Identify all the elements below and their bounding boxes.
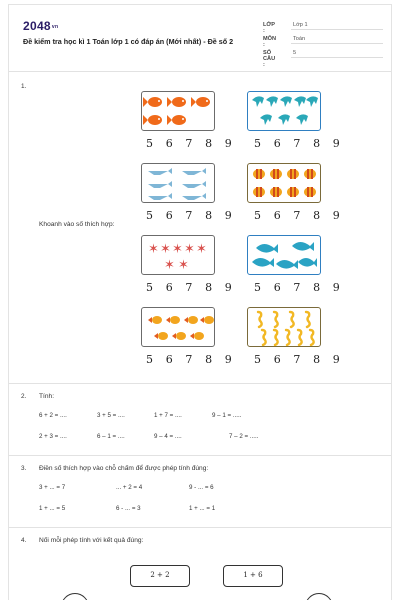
q3-divider <box>9 527 391 528</box>
count-value: 5 <box>291 50 383 58</box>
seahorse-icon-group <box>248 308 321 347</box>
worksheet-page <box>8 4 392 600</box>
svg-text:✶: ✶ <box>196 242 207 257</box>
svg-text:✶: ✶ <box>164 258 175 273</box>
picture-box-striped-fish <box>247 163 321 203</box>
q3-expr: 6 - ... = 3 <box>116 505 141 512</box>
digit-choices-1[interactable]: 5 6 7 8 9 <box>146 137 237 150</box>
expression-box-1[interactable]: 2 + 2 <box>130 565 190 587</box>
picture-box-whale <box>247 235 321 275</box>
svg-text:✶: ✶ <box>184 242 195 257</box>
count-label: SỐ CÂU : <box>263 50 276 68</box>
q2-expr: 9 – 4 = .... <box>154 433 182 440</box>
digit-choices-2[interactable]: 5 6 7 8 9 <box>254 137 345 150</box>
picture-box-fish <box>141 91 215 131</box>
q3-expr: 3 + ... = 7 <box>39 484 66 491</box>
q4-number: 4. <box>21 537 27 544</box>
expression-box-2[interactable]: 1 + 6 <box>223 565 283 587</box>
fish-school-icon-group <box>142 308 215 347</box>
q2-expr: 6 – 1 = .... <box>97 433 125 440</box>
digit-choices-3[interactable]: 5 6 7 8 9 <box>146 209 237 222</box>
picture-box-shark <box>141 163 215 203</box>
q2-expr: 6 + 2 = .... <box>39 412 67 419</box>
svg-text:✶: ✶ <box>172 242 183 257</box>
site-logo[interactable]: 2048vn <box>23 19 59 33</box>
header-divider <box>9 71 391 72</box>
subject-label: MÔN : <box>263 36 277 48</box>
q2-expr: 1 + 7 = .... <box>154 412 182 419</box>
class-value: Lớp 1 <box>291 22 383 30</box>
dolphin-icon-group <box>248 92 321 131</box>
whale-icon-group <box>248 236 321 275</box>
picture-box-fish-school <box>141 307 215 347</box>
q1-number: 1. <box>21 83 27 90</box>
result-circle[interactable] <box>305 593 333 600</box>
q3-expr: 9 - ... = 6 <box>189 484 214 491</box>
q3-expr: 1 + ... = 5 <box>39 505 66 512</box>
q1-divider <box>9 383 391 384</box>
q2-divider <box>9 455 391 456</box>
q3-number: 3. <box>21 465 27 472</box>
q3-expr: ... + 2 = 4 <box>116 484 143 491</box>
svg-text:✶: ✶ <box>148 242 159 257</box>
digit-choices-6[interactable]: 5 6 7 8 9 <box>254 281 345 294</box>
starfish-icon-group <box>142 236 215 275</box>
digit-choices-7[interactable]: 5 6 7 8 9 <box>146 353 237 366</box>
svg-text:✶: ✶ <box>160 242 171 257</box>
q1-instruction: Khoanh vào số thích hợp: <box>39 221 115 228</box>
shark-icon-group <box>142 164 215 203</box>
q3-instruction: Điền số thích hợp vào chỗ chấm để được phép tính đúng: <box>39 465 209 472</box>
class-label: LỚP : <box>263 22 275 34</box>
q3-expr: 1 + ... = 1 <box>189 505 216 512</box>
striped-fish-icon-group <box>248 164 321 203</box>
picture-box-dolphin <box>247 91 321 131</box>
q2-expr: 7 – 2 = ..... <box>229 433 259 440</box>
q4-instruction: Nối mỗi phép tính với kết quả đúng: <box>39 537 144 544</box>
subject-value: Toán <box>291 36 383 44</box>
result-circle[interactable] <box>61 593 89 600</box>
fish-icon-group <box>142 92 215 131</box>
digit-choices-5[interactable]: 5 6 7 8 9 <box>146 281 237 294</box>
q2-expr: 3 + 5 = .... <box>97 412 125 419</box>
q2-expr: 2 + 3 = .... <box>39 433 67 440</box>
digit-choices-4[interactable]: 5 6 7 8 9 <box>254 209 345 222</box>
svg-text:✶: ✶ <box>178 258 189 273</box>
worksheet-title: Đề kiểm tra học kì 1 Toán lớp 1 có đáp án (Mới nhất) - Đề số 2 <box>23 37 234 46</box>
digit-choices-8[interactable]: 5 6 7 8 9 <box>254 353 345 366</box>
q2-expr: 9 – 1 = ..... <box>212 412 242 419</box>
picture-box-seahorse <box>247 307 321 347</box>
picture-box-starfish <box>141 235 215 275</box>
q2-number: 2. <box>21 393 27 400</box>
worksheet-header <box>23 19 383 67</box>
q2-instruction: Tính: <box>39 393 55 400</box>
